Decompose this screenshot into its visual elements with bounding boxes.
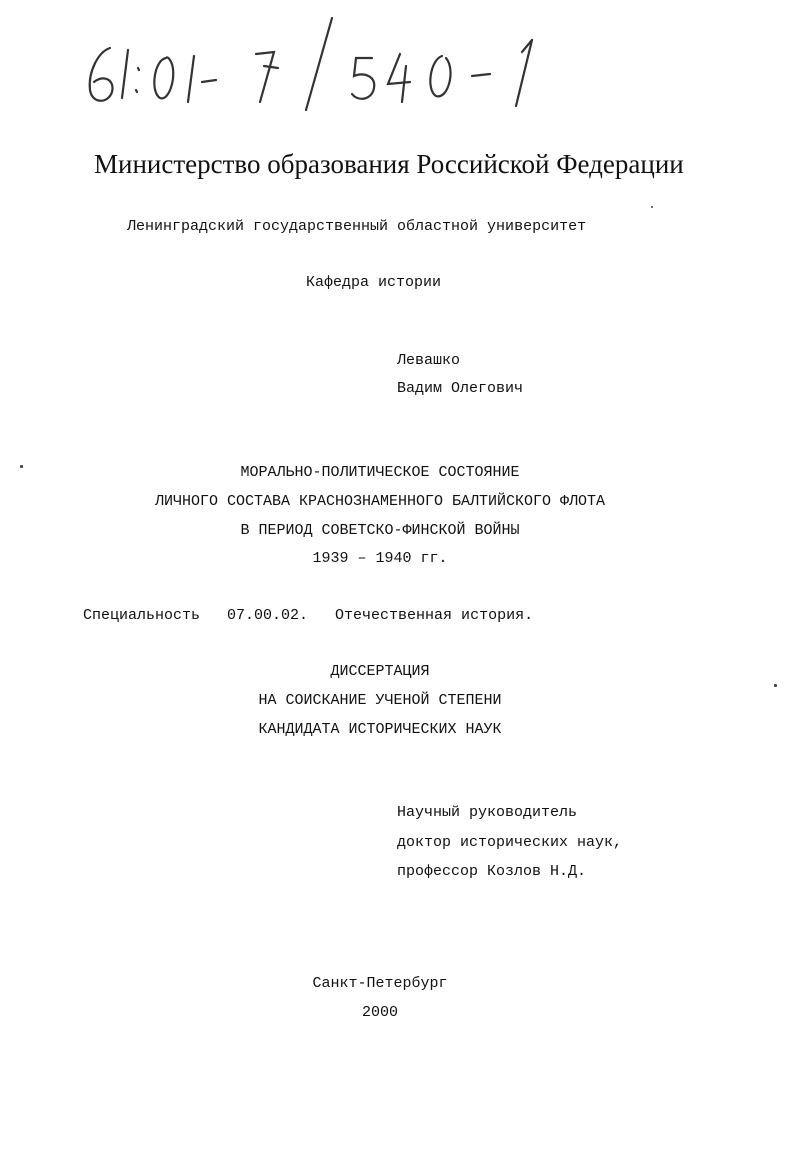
city: Санкт-Петербург [312,975,448,992]
scan-speck [20,465,23,468]
supervisor-degree: доктор исторических наук, [397,834,623,851]
author-name: Вадим Олегович [397,380,524,397]
dissertation-title-line-2: ЛИЧНОГО СОСТАВА КРАСНОЗНАМЕННОГО БАЛТИЙСКОГО ФЛОТА [154,493,606,510]
author-surname: Левашко [397,352,461,369]
department-name: Кафедра истории [306,274,442,291]
supervisor-label: Научный руководитель [397,804,578,821]
ministry-heading: Министерство образования Российской Федерации [94,149,684,179]
university-name: Ленинградский государственный областной университет [127,218,587,235]
supervisor-name: профессор Козлов Н.Д. [397,863,587,880]
degree-line-1: ДИССЕРТАЦИЯ [330,663,430,680]
scan-speck [774,684,777,687]
degree-line-3: КАНДИДАТА ИСТОРИЧЕСКИХ НАУК [258,721,502,738]
handwritten-catalog-code [70,10,610,115]
year: 2000 [361,1004,398,1021]
dissertation-title-years: 1939 – 1940 гг. [312,550,448,567]
degree-line-2: НА СОИСКАНИЕ УЧЕНОЙ СТЕПЕНИ [258,692,502,709]
dissertation-title-line-1: МОРАЛЬНО-ПОЛИТИЧЕСКОЕ СОСТОЯНИЕ [240,464,520,481]
dissertation-title-line-3: В ПЕРИОД СОВЕТСКО-ФИНСКОЙ ВОЙНЫ [240,522,520,539]
scan-speck [651,206,653,208]
specialty-line: Специальность 07.00.02. Отечественная история. [83,607,534,624]
